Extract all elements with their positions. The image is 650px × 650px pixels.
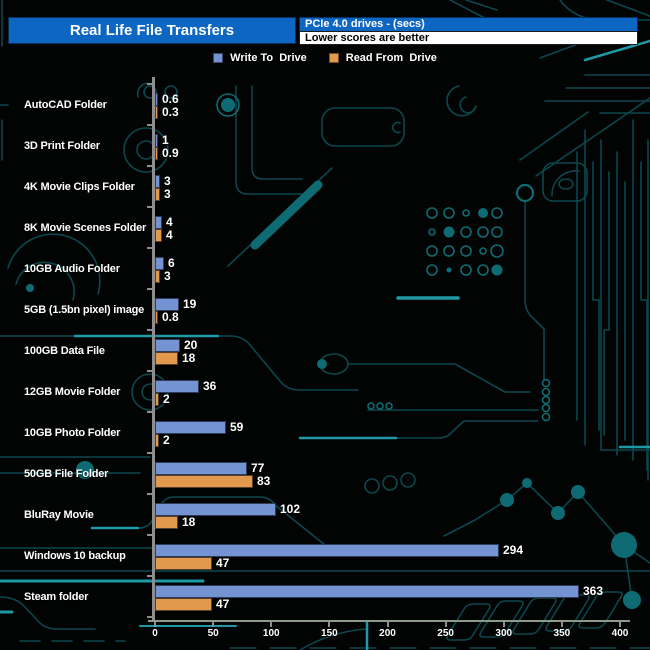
category-label: 10GB Audio Folder: [24, 263, 120, 275]
value-label: 363: [583, 584, 604, 598]
read-bar: [155, 188, 160, 201]
read-bar: [155, 434, 159, 447]
x-axis-tick: [328, 622, 330, 627]
x-axis-tick-label: 400: [611, 628, 629, 639]
read-bar: [155, 352, 178, 365]
read-bar: [155, 393, 159, 406]
value-label: 4: [166, 228, 173, 242]
read-bar: [155, 311, 158, 324]
y-axis-group-tick: [147, 616, 153, 618]
category-label: 10GB Photo Folder: [24, 427, 121, 439]
x-axis-tick: [619, 622, 621, 627]
value-label: 2: [163, 433, 170, 447]
value-label: 19: [183, 297, 197, 311]
write-bar: [155, 216, 162, 229]
write-bar: [155, 134, 158, 147]
value-label: 0.6: [162, 92, 179, 106]
write-series-swatch: [213, 53, 223, 63]
write-bar: [155, 93, 158, 106]
y-axis-group-tick: [147, 288, 153, 290]
category-label: Steam folder: [24, 591, 89, 603]
y-axis-group-tick: [147, 206, 153, 208]
y-axis-group-tick: [147, 329, 153, 331]
category-label: AutoCAD Folder: [24, 99, 107, 111]
value-label: 0.8: [162, 310, 179, 324]
category-label: BluRay Movie: [24, 509, 94, 521]
value-label: 36: [203, 379, 217, 393]
value-label: 102: [280, 502, 301, 516]
y-axis-group-tick: [147, 165, 153, 167]
x-axis-line: [148, 620, 630, 622]
read-bar: [155, 229, 162, 242]
write-bar: [155, 339, 180, 352]
legend: [0, 51, 650, 65]
y-axis-group-tick: [147, 493, 153, 495]
write-bar: [155, 503, 276, 516]
x-axis-tick-label: 100: [262, 628, 280, 639]
category-label: 3D Print Folder: [24, 140, 100, 152]
category-label: 8K Movie Scenes Folder: [24, 222, 147, 234]
x-axis-tick-label: 150: [321, 628, 338, 639]
x-axis-tick-label: 250: [437, 628, 454, 639]
category-label: Windows 10 backup: [24, 550, 126, 562]
chart-subtitle-box: [299, 17, 638, 45]
x-axis-tick: [387, 622, 389, 627]
legend-item-write: [213, 52, 307, 64]
value-label: 2: [163, 392, 170, 406]
x-axis-tick: [445, 622, 447, 627]
read-bar: [155, 106, 158, 119]
value-label: 18: [182, 515, 196, 529]
x-axis-tick-label: 200: [379, 628, 396, 639]
legend-item-read: [329, 52, 437, 64]
read-bar: [155, 516, 178, 529]
x-axis-tick: [561, 622, 563, 627]
x-axis-tick: [503, 622, 505, 627]
y-axis-group-tick: [147, 370, 153, 372]
y-axis-group-tick: [147, 247, 153, 249]
x-axis-tick-label: 50: [207, 628, 219, 639]
value-label: 3: [164, 187, 171, 201]
read-bar: [155, 598, 212, 611]
read-bar: [155, 475, 253, 488]
category-label: 4K Movie Clips Folder: [24, 181, 135, 193]
y-axis-group-tick: [147, 411, 153, 413]
category-label: 5GB (1.5bn pixel) image: [24, 304, 145, 316]
read-bar: [155, 147, 158, 160]
value-label: 1: [162, 133, 169, 147]
y-axis-group-tick: [147, 452, 153, 454]
y-axis-group-tick: [147, 575, 153, 577]
x-axis-tick-label: 0: [152, 628, 158, 639]
chart-note: Lower scores are better: [299, 31, 638, 45]
write-bar: [155, 257, 164, 270]
x-axis-tick: [212, 622, 214, 627]
value-label: 6: [168, 256, 175, 270]
x-axis-tick: [270, 622, 272, 627]
write-bar: [155, 380, 199, 393]
value-label: 77: [251, 461, 265, 475]
x-axis-tick-label: 300: [495, 628, 513, 639]
legend-label-read: Read From Drive: [345, 52, 437, 64]
value-label: 47: [216, 597, 230, 611]
value-label: 0.3: [162, 105, 179, 119]
write-bar: [155, 544, 499, 557]
value-label: 4: [166, 215, 173, 229]
category-label: 50GB File Folder: [24, 468, 109, 480]
read-bar: [155, 270, 160, 283]
y-axis-group-tick: [147, 534, 153, 536]
value-label: 83: [257, 474, 271, 488]
legend-label-write: Write To Drive: [230, 52, 307, 64]
value-label: 294: [503, 543, 524, 557]
y-axis-group-tick: [147, 83, 153, 85]
value-label: 20: [184, 338, 198, 352]
x-axis-tick: [154, 622, 156, 627]
value-label: 3: [164, 174, 171, 188]
category-label: 12GB Movie Folder: [24, 386, 121, 398]
chart-subtitle: PCIe 4.0 drives - (secs): [299, 17, 638, 31]
x-axis-tick-label: 350: [553, 628, 571, 639]
value-label: 18: [182, 351, 196, 365]
read-series-swatch: [329, 53, 339, 63]
y-axis-group-tick: [147, 124, 153, 126]
read-bar: [155, 557, 212, 570]
write-bar: [155, 462, 247, 475]
chart-title: Real Life File Transfers: [8, 17, 296, 44]
category-label: 100GB Data File: [24, 345, 105, 357]
value-label: 47: [216, 556, 230, 570]
value-label: 0.9: [162, 146, 179, 160]
value-label: 3: [164, 269, 171, 283]
value-label: 59: [230, 420, 244, 434]
write-bar: [155, 175, 160, 188]
